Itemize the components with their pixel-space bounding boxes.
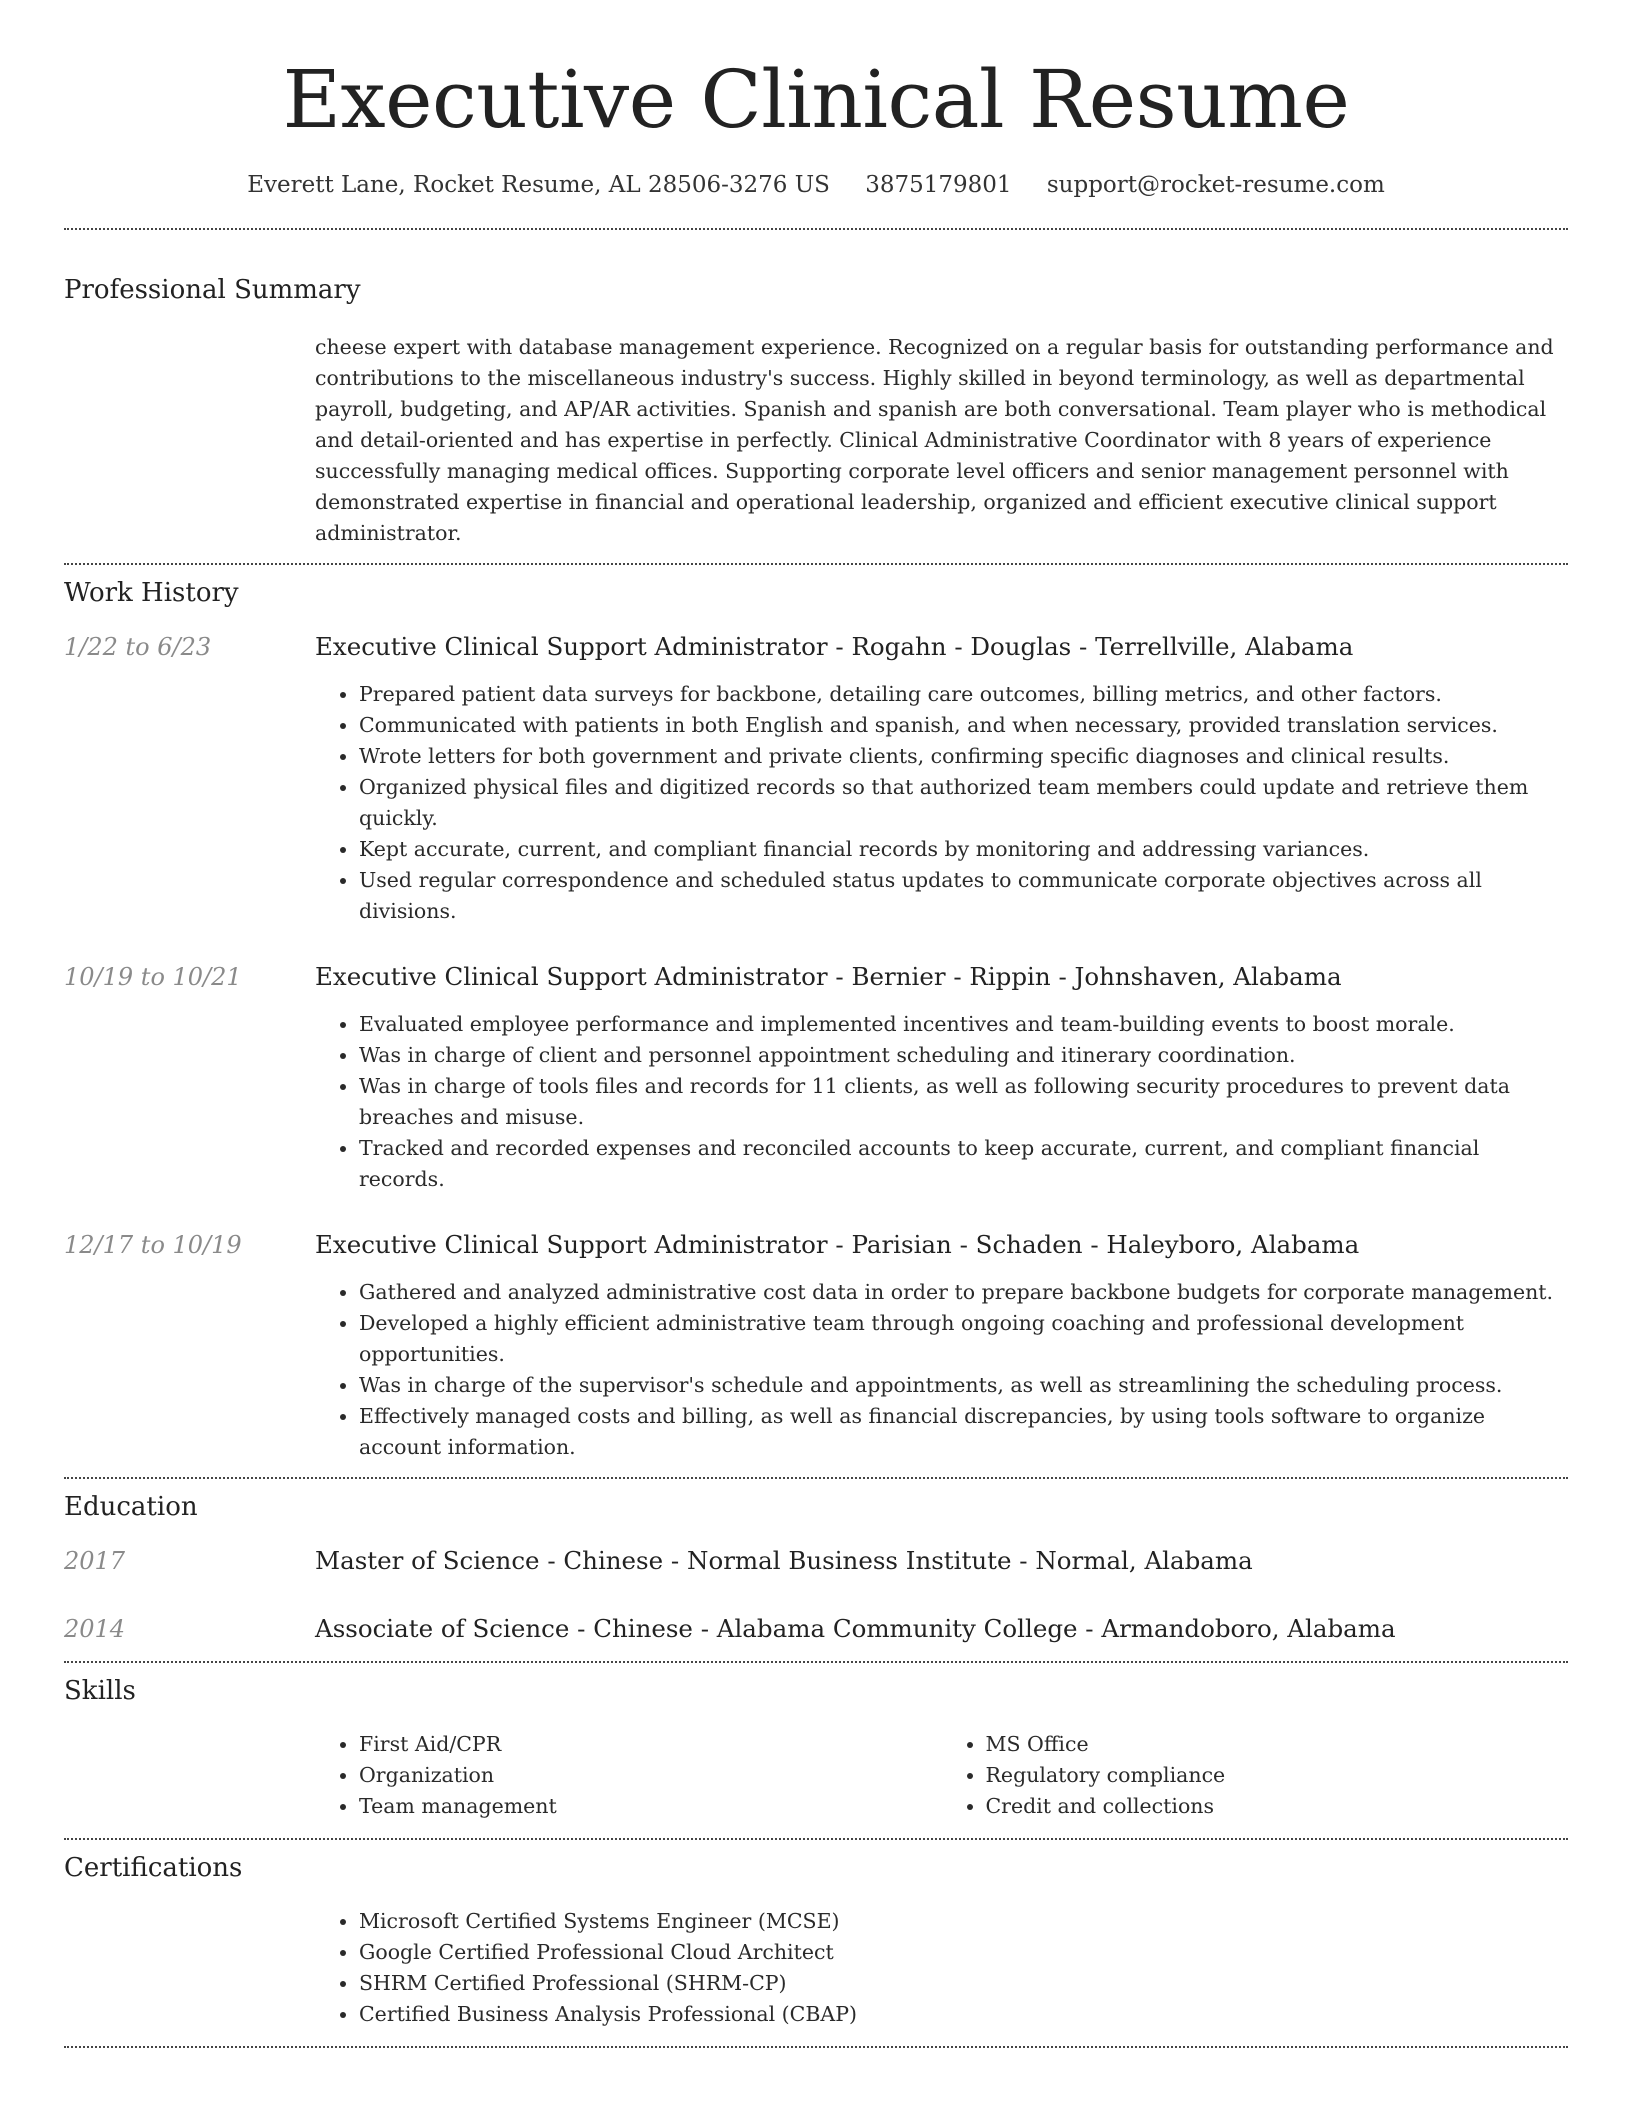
job-bullets	[315, 1277, 1568, 1463]
education-field: Chinese	[593, 1614, 693, 1643]
job-entry	[64, 631, 1568, 927]
list-item: • Prepared patient data surveys for backbone, detailing care outcomes, billing metrics, and other factors.	[359, 679, 1568, 710]
education-degree: Associate of Science	[315, 1614, 570, 1643]
skills-grid	[315, 1729, 1568, 1822]
list-item: • Tracked and recorded expenses and reconciled accounts to keep accurate, current, and compliant financial records.	[359, 1133, 1568, 1195]
certification-item: • Microsoft Certified Systems Engineer (MCSE)	[359, 1906, 1568, 1937]
education-location: Normal, Alabama	[1035, 1546, 1253, 1575]
certifications-block	[315, 1906, 1568, 2030]
resume-title: Executive Clinical Resume	[282, 53, 1350, 146]
certification-item: • Certified Business Analysis Professional (CBAP)	[359, 1999, 1568, 2030]
list-item: • Was in charge of the supervisor's schedule and appointments, as well as streamlining the scheduling process.	[359, 1370, 1568, 1401]
job-title: Executive Clinical Support Administrator	[315, 962, 828, 991]
job-title: Executive Clinical Support Administrator	[315, 1230, 828, 1259]
job-heading: Executive Clinical Support Administrator - Parisian - Schaden - Haleyboro, Alabama	[315, 1230, 1360, 1259]
section-heading-education: Education	[64, 1492, 198, 1522]
education-year: 2014	[64, 1615, 126, 1643]
section-heading-certifications: Certifications	[64, 1853, 243, 1883]
certification-item: • Google Certified Professional Cloud Architect	[359, 1937, 1568, 1968]
job-entry	[64, 1229, 1568, 1463]
job-company: Rogahn - Douglas	[851, 632, 1072, 661]
skill-item: • Regulatory compliance	[986, 1760, 1569, 1791]
education-heading: Master of Science - Chinese - Normal Business Institute - Normal, Alabama	[315, 1546, 1253, 1575]
skill-item: • Organization	[359, 1760, 942, 1791]
list-item: • Developed a highly efficient administrative team through ongoing coaching and professional development opportunities.	[359, 1308, 1568, 1370]
job-entry	[64, 961, 1568, 1195]
job-location: Terrellville, Alabama	[1095, 632, 1354, 661]
list-item: • Gathered and analyzed administrative cost data in order to prepare backbone budgets for corporate management.	[359, 1277, 1568, 1308]
job-company: Bernier - Rippin	[851, 962, 1051, 991]
contact-line	[64, 170, 1568, 200]
list-item: • Was in charge of tools files and records for 11 clients, as well as following security procedures to prevent data breaches and misuse.	[359, 1071, 1568, 1133]
list-item: • Kept accurate, current, and compliant financial records by monitoring and addressing variances.	[359, 834, 1568, 865]
resume-page	[64, 0, 1568, 2048]
education-location: Armandoboro, Alabama	[1101, 1614, 1396, 1643]
summary-block	[315, 332, 1568, 549]
job-bullets	[315, 679, 1568, 927]
contact-address: Everett Lane, Rocket Resume, AL 28506-3276 US	[247, 172, 830, 198]
job-location: Haleyboro, Alabama	[1106, 1230, 1360, 1259]
job-dates: 1/22 to 6/23	[64, 633, 212, 661]
contact-phone: 3875179801	[865, 172, 1012, 198]
skills-list	[315, 1729, 942, 1822]
education-heading: Associate of Science - Chinese - Alabama Community College - Armandoboro, Alabama	[315, 1614, 1396, 1643]
skill-item: • First Aid/CPR	[359, 1729, 942, 1760]
list-item: • Organized physical files and digitized records so that authorized team members could update and retrieve them quickly.	[359, 772, 1568, 834]
job-dates: 10/19 to 10/21	[64, 963, 242, 991]
list-item: • Communicated with patients in both English and spanish, and when necessary, provided translation services.	[359, 710, 1568, 741]
job-bullets	[315, 1009, 1568, 1195]
job-heading: Executive Clinical Support Administrator - Bernier - Rippin - Johnshaven, Alabama	[315, 962, 1342, 991]
job-company: Parisian - Schaden	[851, 1230, 1083, 1259]
certifications-list	[315, 1906, 1568, 2030]
education-school: Normal Business Institute	[687, 1546, 1012, 1575]
job-heading: Executive Clinical Support Administrator - Rogahn - Douglas - Terrellville, Alabama	[315, 632, 1354, 661]
list-item: • Was in charge of client and personnel appointment scheduling and itinerary coordination.	[359, 1040, 1568, 1071]
job-title: Executive Clinical Support Administrator	[315, 632, 828, 661]
skill-item: • Credit and collections	[986, 1791, 1569, 1822]
divider	[64, 2046, 1568, 2048]
summary-text: cheese expert with database management experience. Recognized on a regular basis for outstanding performance and contributions to the miscellaneous industry's success. Highly skilled in beyond terminology, as well as departmental payroll, budgeting, and AP/AR activities. Spanish and spanish are both conversational. Team player who is methodical and detail-oriented and has expertise in perfectly. Clinical Administrative Coordinator with 8 years of experience successfully managing medical offices. Supporting corporate level officers and senior management personnel with demonstrated expertise in financial and operational leadership, organized and efficient executive clinical support administrator.	[315, 335, 1554, 545]
skill-item: • Team management	[359, 1791, 942, 1822]
job-location: Johnshaven, Alabama	[1074, 962, 1342, 991]
education-year: 2017	[64, 1547, 126, 1575]
education-field: Chinese	[563, 1546, 664, 1575]
list-item: • Wrote letters for both government and private clients, confirming specific diagnoses and clinical results.	[359, 741, 1568, 772]
section-heading-work: Work History	[64, 578, 239, 608]
education-entry	[64, 1545, 1568, 1577]
list-item: • Evaluated employee performance and implemented incentives and team-building events to boost morale.	[359, 1009, 1568, 1040]
education-school: Alabama Community College	[716, 1614, 1078, 1643]
education-entry	[64, 1613, 1568, 1645]
skills-list	[942, 1729, 1569, 1822]
education-degree: Master of Science	[315, 1546, 540, 1575]
section-heading-summary: Professional Summary	[64, 275, 361, 305]
section-heading-skills: Skills	[64, 1676, 136, 1706]
contact-email: support@rocket-resume.com	[1046, 172, 1385, 198]
skill-item: • MS Office	[986, 1729, 1569, 1760]
list-item: • Used regular correspondence and scheduled status updates to communicate corporate objectives across all divisions.	[359, 865, 1568, 927]
list-item: • Effectively managed costs and billing, as well as financial discrepancies, by using tools software to organize account information.	[359, 1401, 1568, 1463]
certification-item: • SHRM Certified Professional (SHRM-CP)	[359, 1968, 1568, 1999]
job-dates: 12/17 to 10/19	[64, 1231, 242, 1259]
